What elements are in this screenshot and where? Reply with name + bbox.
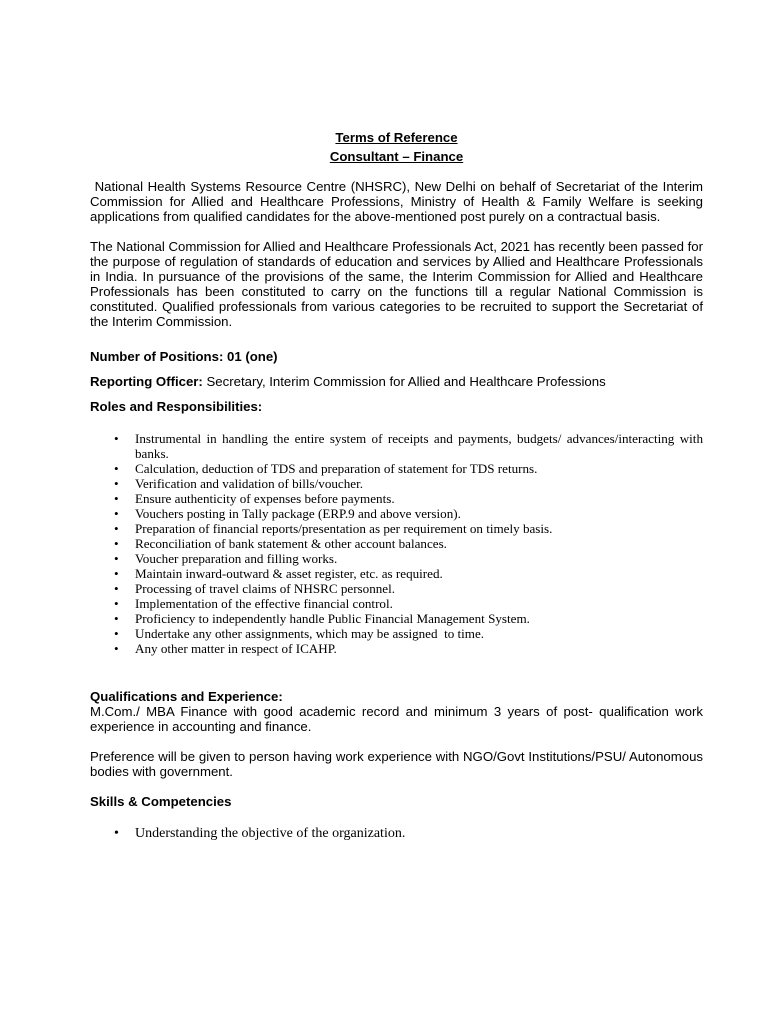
list-item: [90, 521, 703, 536]
list-item: [90, 461, 703, 476]
roles-heading: Roles and Responsibilities:: [90, 399, 263, 414]
list-item: [90, 536, 703, 551]
role-text: Voucher preparation and filling works.: [135, 551, 338, 566]
role-text: Undertake any other assignments, which may be assigned to time.: [135, 626, 485, 641]
role-text: Implementation of the effective financial control.: [135, 596, 393, 611]
role-text: Reconciliation of bank statement & other account balances.: [135, 536, 447, 551]
bullet-icon: •: [114, 551, 119, 566]
document-page: [90, 128, 707, 842]
bullet-icon: •: [114, 581, 119, 596]
roles-list: [90, 431, 703, 656]
bullet-icon: •: [114, 641, 119, 656]
list-item: [90, 551, 703, 566]
reporting-officer-label: Reporting Officer:: [90, 374, 203, 389]
bullet-icon: •: [114, 491, 119, 506]
intro-paragraph: National Health Systems Resource Centre (NHSRC), New Delhi on behalf of Secretariat of the Interim Commission for Allied and Healthcare Professions, Ministry of Health & Family Welfare is seeking applications from qualified candidates for the above-mentioned post purely on a contractual basis.: [90, 179, 707, 224]
role-text: Proficiency to independently handle Public Financial Management System.: [135, 611, 530, 626]
role-text: Preparation of financial reports/presentation as per requirement on timely basis.: [135, 521, 553, 536]
role-text: Calculation, deduction of TDS and preparation of statement for TDS returns.: [135, 461, 538, 476]
role-text: Processing of travel claims of NHSRC personnel.: [135, 581, 396, 596]
list-item: [90, 476, 703, 491]
skills-heading: Skills & Competencies: [90, 794, 232, 809]
list-item: [90, 581, 703, 596]
bullet-icon: •: [114, 431, 119, 446]
role-text: Instrumental in handling the entire system of receipts and payments, budgets/ advances/interacting with banks.: [135, 431, 703, 461]
list-item: [90, 506, 703, 521]
bullet-icon: •: [114, 521, 119, 536]
skill-text: Understanding the objective of the organization.: [135, 826, 406, 841]
bullet-icon: •: [114, 596, 119, 611]
positions-line: Number of Positions: 01 (one): [90, 349, 278, 364]
act-paragraph: The National Commission for Allied and Healthcare Professionals Act, 2021 has recently been passed for the purpose of regulation of standards of education and services by Allied and Healthcare Professionals in India. In pursuance of the provisions of the same, the Interim Commission for Allied and Healthcare Professionals has been constituted to carry on the functions till a regular National Commission is constituted. Qualified professionals from various categories to be recruited to support the Secretariat of the Interim Commission.: [90, 239, 703, 329]
reporting-officer-line: [90, 374, 703, 389]
list-item: [90, 431, 703, 461]
preference-text: Preference will be given to person having work experience with NGO/Govt Institutions/PSU/ Autonomous bodies with government.: [90, 749, 703, 779]
reporting-officer-value: Secretary, Interim Commission for Allied and Healthcare Professions: [202, 374, 606, 389]
skills-list: [90, 826, 703, 842]
list-item: [90, 566, 703, 581]
role-text: Ensure authenticity of expenses before payments.: [135, 491, 395, 506]
bullet-icon: •: [114, 611, 119, 626]
bullet-icon: •: [114, 476, 119, 491]
list-item: [90, 626, 703, 641]
role-text: Vouchers posting in Tally package (ERP.9 and above version).: [135, 506, 461, 521]
list-item: [90, 826, 703, 842]
bullet-icon: •: [114, 626, 119, 641]
document-subtitle: Consultant – Finance: [329, 149, 464, 164]
bullet-icon: •: [114, 506, 119, 521]
bullet-icon: •: [114, 461, 119, 476]
bullet-icon: •: [114, 826, 119, 841]
qualifications-heading: Qualifications and Experience:: [90, 689, 283, 704]
role-text: Any other matter in respect of ICAHP.: [135, 641, 337, 656]
document-title: Terms of Reference: [335, 130, 458, 145]
role-text: Verification and validation of bills/voucher.: [135, 476, 363, 491]
role-text: Maintain inward-outward & asset register, etc. as required.: [135, 566, 443, 581]
list-item: [90, 611, 703, 626]
qualifications-text: M.Com./ MBA Finance with good academic record and minimum 3 years of post- qualification work experience in accounting and finance.: [90, 704, 703, 734]
list-item: [90, 596, 703, 611]
bullet-icon: •: [114, 566, 119, 581]
list-item: [90, 641, 703, 656]
list-item: [90, 491, 703, 506]
bullet-icon: •: [114, 536, 119, 551]
